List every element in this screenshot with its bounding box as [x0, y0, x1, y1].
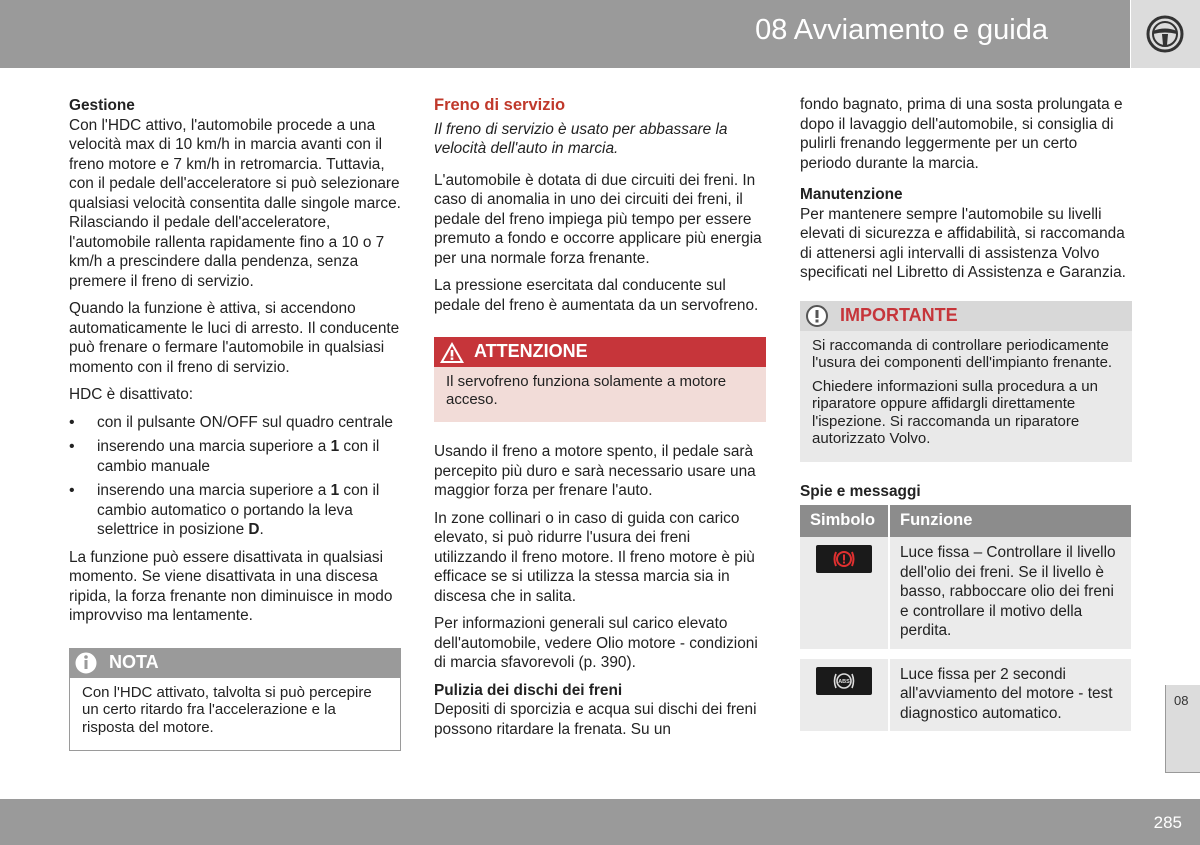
pulizia-paragraph: Depositi di sporcizia e acqua sui dischi dei freni possono ritardare la frenata. Su un — [434, 701, 757, 738]
freno-paragraph-5: Per informazioni generali sul carico elevato dell'automobile, vedere Olio motore - condizioni di marcia sfavorevoli (p. 390). — [434, 615, 758, 671]
freno-servizio-lead: Il freno di servizio è usato per abbassare la velocità dell'auto in marcia. — [434, 120, 728, 157]
gestione-paragraph-2: Quando la funzione è attiva, si accendono automaticamente le luci di arresto. Il conducente può frenare o fermare l'automobile in qualsiasi momento con il freno di servizio. — [69, 300, 400, 376]
importante-text-1: Si raccomanda di controllare periodicamente l'usura dei componenti dell'impianto frenante. — [812, 336, 1113, 371]
manutenzione-paragraph: Per mantenere sempre l'automobile su livelli elevati di sicurezza e affidabilità, si raccomanda di attenersi agli intervalli di assistenza Volvo specificati nel Libretto di Assistenza e Garanzia. — [800, 205, 1126, 281]
attenzione-text: Il servofreno funziona solamente a motore acceso. — [446, 373, 727, 408]
info-icon — [73, 651, 99, 675]
list-item: • inserendo una marcia superiore a 1 con il cambio automatico o portando la leva selettrice in posizione D. — [69, 481, 401, 540]
nota-text: Con l'HDC attivato, talvolta si può percepire un certo ritardo fra l'accelerazione e la risposta del motore. — [82, 683, 372, 736]
freno-paragraph-4: In zone collinari o in caso di guida con carico elevato, si può ridurre l'usura dei freni utilizzando il freno motore. Il freno motore è più efficace se si utilizza la stessa marcia sia in discesa che in salita. — [434, 509, 755, 605]
attenzione-label: ATTENZIONE — [474, 341, 588, 362]
svg-text:ABS: ABS — [838, 678, 850, 685]
exclamation-icon — [804, 304, 830, 328]
attenzione-box — [434, 337, 766, 422]
abs-lamp — [816, 667, 872, 695]
warning-triangle-icon — [438, 340, 466, 365]
abs-icon — [833, 670, 855, 692]
brake-warning-lamp — [816, 545, 872, 573]
freno-paragraph-1: L'automobile è dotata di due circuiti dei freni. In caso di anomalia in uno dei circuiti dei freni, il pedale del freno impiega più tempo per essere premuto a fondo e occorre applicare più energia per una normale forza frenante. — [434, 171, 762, 267]
chapter-icon-box — [1131, 0, 1200, 68]
column-middle — [434, 96, 766, 747]
chapter-side-tab — [1165, 685, 1200, 773]
pulizia-heading: Pulizia dei dischi dei freni — [434, 681, 623, 699]
importante-label: IMPORTANTE — [840, 304, 958, 325]
gestione-paragraph-4: La funzione può essere disattivata in qualsiasi momento. Se viene disattivata in una discesa ripida, la forza frenante non diminuisce in modo improvviso ma lentamente. — [69, 548, 393, 624]
manutenzione-heading: Manutenzione — [800, 186, 903, 203]
nota-box — [69, 648, 401, 752]
hdc-off-list — [69, 413, 401, 540]
spie-table — [800, 505, 1131, 731]
list-item: • inserendo una marcia superiore a 1 con il cambio manuale — [69, 437, 401, 476]
table-row — [800, 537, 1131, 654]
steering-wheel-icon — [1145, 14, 1185, 54]
row-function-text: Luce fissa per 2 secondi all'avviamento del motore - test diagnostico automatico. — [889, 654, 1131, 732]
table-row — [800, 654, 1131, 732]
freno-paragraph-2: La pressione esercitata dal conducente sul pedale del freno è aumentata da un servofreno. — [434, 277, 759, 314]
side-tab-label: 08 — [1174, 693, 1189, 708]
footer-bar — [0, 799, 1200, 845]
gestione-paragraph-3: HDC è disattivato: — [69, 386, 194, 403]
nota-label: NOTA — [109, 651, 159, 672]
list-item: • con il pulsante ON/OFF sul quadro centrale — [69, 413, 401, 433]
freno-servizio-heading: Freno di servizio — [434, 96, 566, 114]
header-bar — [0, 0, 1130, 68]
table-header-symbol: Simbolo — [800, 505, 889, 537]
table-header-function: Funzione — [889, 505, 1131, 537]
page-number: 285 — [1153, 813, 1182, 832]
brake-warning-icon — [833, 548, 855, 570]
column-left — [69, 96, 401, 771]
column-right — [800, 95, 1132, 731]
freno-paragraph-3: Usando il freno a motore spento, il pedale sarà percepito più duro e sarà necessario usare una maggior forza per frenare l'auto. — [434, 443, 756, 499]
gestione-paragraph-1: Con l'HDC attivo, l'automobile procede a una velocità max di 10 km/h in marcia avanti con il freno motore e 7 km/h in retromarcia. Tuttavia, con il pedale dell'acceleratore si può selezionare qualsiasi velocità consentita dalle singole marce. Rilasciando il pedale dell'acceleratore, l'automobile rallenta rapidamente fino a 10 o 7 km/h a prescindere dalla pendenza, senza premere il freno di servizio. — [69, 116, 401, 290]
row-function-text: Luce fissa – Controllare il livello dell'olio dei freni. Se il livello è basso, rabboccare olio dei freni e controllare il motivo della perdita. — [889, 537, 1131, 654]
gestione-heading: Gestione — [69, 97, 135, 114]
importante-box — [800, 301, 1132, 462]
spie-heading: Spie e messaggi — [800, 482, 921, 500]
chapter-title: 08 Avviamento e guida — [755, 14, 1048, 46]
importante-text-2: Chiedere informazioni sulla procedura a un riparatore oppure affidargli direttamente l'ispezione. Si raccomanda un riparatore autorizzato Volvo. — [812, 377, 1098, 447]
pulizia-continued: fondo bagnato, prima di una sosta prolungata e dopo il lavaggio dell'automobile, si consiglia di pulirli frenando leggermente per un certo periodo durante la marcia. — [800, 96, 1123, 172]
